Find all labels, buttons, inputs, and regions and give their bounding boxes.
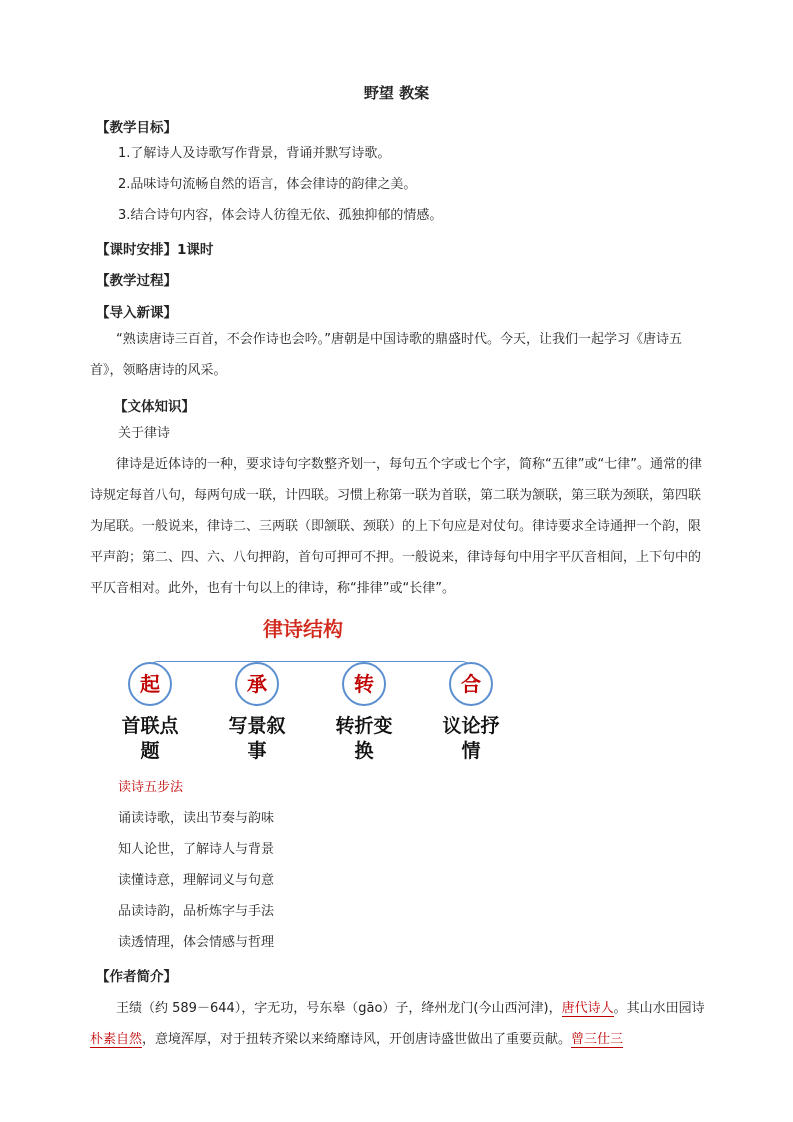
stage-qi-desc <box>100 714 200 764</box>
stage-zhuan-line1: 转折变 <box>335 715 393 737</box>
section-schedule: 【课时安排】1课时 <box>96 242 214 258</box>
page-title: 野望 教案 <box>363 84 430 102</box>
highlight-simple-natural: 朴素自然 <box>90 1032 143 1047</box>
stage-qi-line1: 首联点 <box>121 715 179 737</box>
stage-cheng-line2: 事 <box>247 740 267 762</box>
stage-zhuan-desc <box>314 714 414 764</box>
stage-qi-line2: 题 <box>140 740 160 762</box>
goal-item-3: 3.结合诗句内容，体会诗人彷徨无依、孤独抑郁的情感。 <box>118 208 443 223</box>
author-text-3: ，意境浑厚，对于扭转齐梁以来绮靡诗风，开创唐诗盛世做出了重要贡献。 <box>142 1032 572 1047</box>
five-steps-item-5: 读透情理，体会情感与哲理 <box>118 935 275 950</box>
highlight-tang-poet: 唐代诗人 <box>561 1001 614 1016</box>
section-intro: 【导入新课】 <box>96 305 177 321</box>
diagram-title: 律诗结构 <box>263 617 343 641</box>
goal-item-2: 2.品味诗句流畅自然的语言，体会律诗的韵律之美。 <box>118 177 417 192</box>
section-author: 【作者简介】 <box>96 969 177 985</box>
goal-item-1: 1.了解诗人及诗歌写作背景，背诵并默写诗歌。 <box>118 146 391 161</box>
stage-cheng-line1: 写景叙 <box>228 715 286 737</box>
highlight-three-offices: 曾三仕三 <box>571 1032 624 1047</box>
section-teaching-goals: 【教学目标】 <box>96 120 177 136</box>
stage-he-desc <box>421 714 521 764</box>
section-process: 【教学过程】 <box>96 273 177 289</box>
section-style-knowledge: 【文体知识】 <box>114 399 195 415</box>
five-steps-item-1: 诵读诗歌，读出节奏与韵味 <box>118 811 275 826</box>
intro-text: “熟读唐诗三百首，不会作诗也会吟。”唐朝是中国诗歌的鼎盛时代。今天，让我们一起学习《唐诗五首》，领略唐诗的风采。 <box>90 332 682 378</box>
diagram-connector <box>148 661 472 674</box>
stage-qi-circle: 起 <box>128 662 172 706</box>
stage-he-line1: 议论抒 <box>442 715 500 737</box>
stage-zhuan-line2: 换 <box>354 740 374 762</box>
author-text-1: 王绩（约 589－644），字无功，号东皋（gāo）子，绛州龙门(今山西河津)， <box>116 1001 562 1016</box>
stage-he-line2: 情 <box>461 740 481 762</box>
five-steps-item-3: 读懂诗意，理解词义与句意 <box>118 873 275 888</box>
lushi-text: 律诗是近体诗的一种，要求诗句字数整齐划一，每句五个字或七个字，简称“五律”或“七律”。通常的律诗规定每首八句，每两句成一联，计四联。习惯上称第一联为首联，第二联为颔联，第三联为颈联，第四联为尾联。一般说来，律诗二、三两联（即颔联、颈联）的上下句应是对仗句。律诗要求全诗通押一个韵，限平声韵；第二、四、六、八句押韵，首句可押可不押。一般说来，律诗每句中用字平仄音相间，上下句中的平仄音相对。此外，也有十句以上的律诗，称“排律”或“长律”。 <box>90 457 702 596</box>
stage-cheng-circle: 承 <box>235 662 279 706</box>
five-steps-title: 读诗五步法 <box>118 780 184 795</box>
intro-paragraph <box>90 324 708 386</box>
stage-he-circle: 合 <box>449 662 493 706</box>
about-lushi: 关于律诗 <box>118 426 171 441</box>
author-paragraph <box>90 993 708 1055</box>
five-steps-item-4: 品读诗韵，品析炼字与手法 <box>118 904 275 919</box>
five-steps-item-2: 知人论世，了解诗人与背景 <box>118 842 275 857</box>
stage-cheng-desc <box>207 714 307 764</box>
author-text-2: 。其山水田园诗 <box>613 1001 705 1016</box>
lushi-paragraph <box>90 449 708 604</box>
stage-zhuan-circle: 转 <box>342 662 386 706</box>
